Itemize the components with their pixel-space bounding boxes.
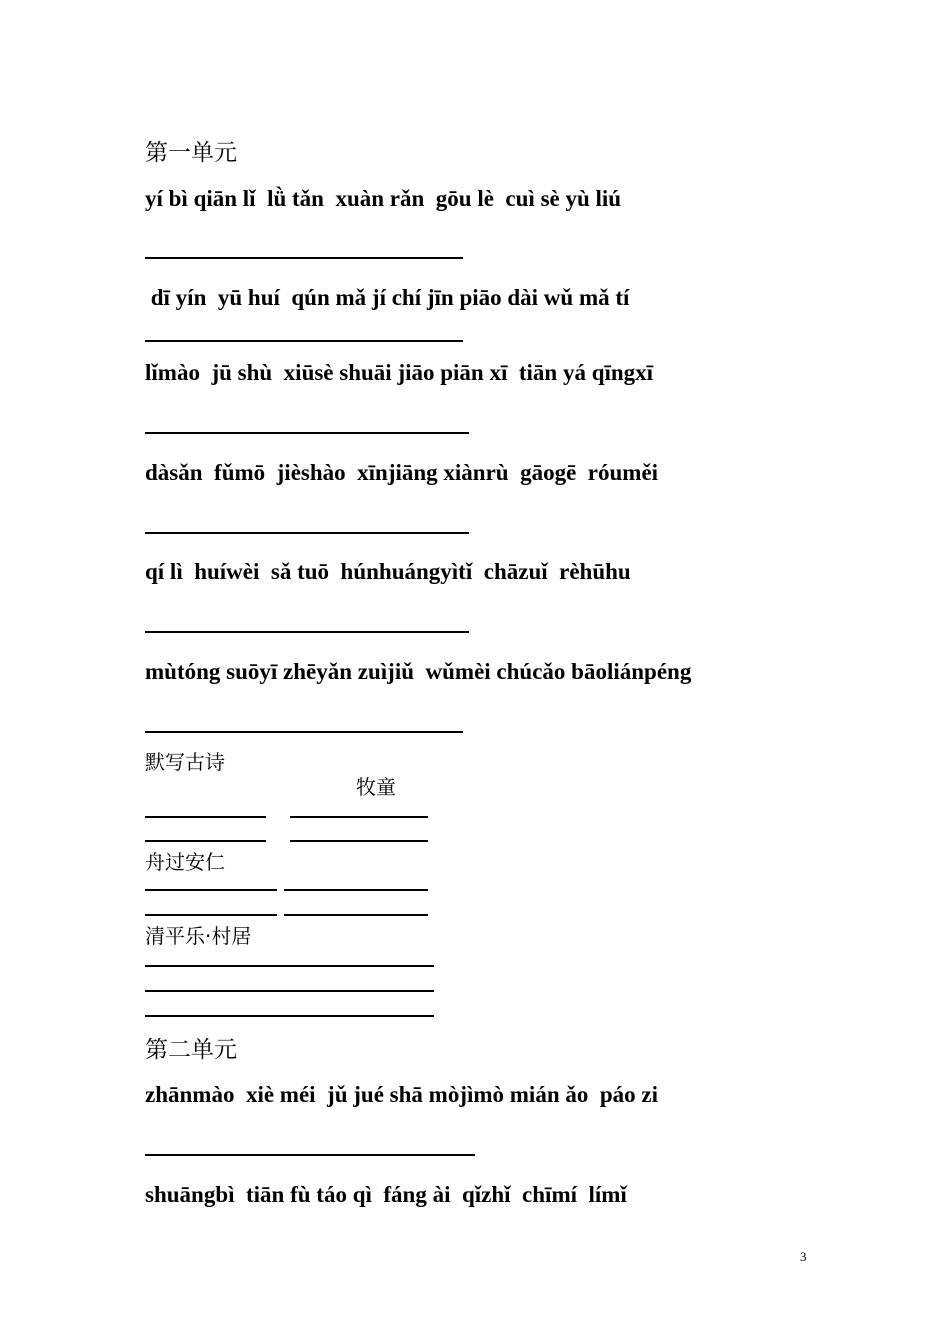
poem-answer-line[interactable] — [145, 889, 277, 891]
poem-answer-line[interactable] — [290, 840, 428, 842]
pinyin-line: mùtóng suōyī zhēyǎn zuìjiǔ wǔmèi chúcǎo bāoliánpéng — [145, 659, 692, 684]
pinyin-line: yí bì qiān lǐ lǜ tǎn xuàn rǎn gōu lè cuì sè yù liú — [145, 186, 622, 211]
poem1-title: 牧童 — [356, 775, 396, 799]
pinyin-line: dàsǎn fǔmō jièshào xīnjiāng xiànrù gāogē róuměi — [145, 460, 659, 485]
poem-answer-line[interactable] — [145, 914, 277, 916]
answer-line[interactable] — [145, 731, 463, 733]
poem-answer-line[interactable] — [145, 816, 266, 818]
pinyin-line: lǐmào jū shù xiūsè shuāi jiāo piān xī tiān yá qīngxī — [145, 360, 654, 385]
pinyin-line: dī yín yū huí qún mǎ jí chí jīn piāo dài wǔ mǎ tí — [145, 285, 630, 310]
poem-answer-line[interactable] — [145, 990, 434, 992]
poem2-title: 舟过安仁 — [145, 850, 225, 874]
unit1-heading: 第一单元 — [145, 140, 237, 166]
unit2-heading: 第二单元 — [145, 1037, 237, 1063]
answer-line[interactable] — [145, 1154, 475, 1156]
answer-line[interactable] — [145, 631, 469, 633]
poem-answer-line[interactable] — [145, 965, 434, 967]
answer-line[interactable] — [145, 257, 463, 259]
answer-line[interactable] — [145, 340, 463, 342]
poem-answer-line[interactable] — [145, 840, 266, 842]
pinyin-line: zhānmào xiè méi jǔ jué shā mòjìmò mián ǎo páo zi — [145, 1082, 659, 1107]
pinyin-line: shuāngbì tiān fù táo qì fáng ài qǐzhǐ chīmí límǐ — [145, 1182, 627, 1207]
answer-line[interactable] — [145, 432, 469, 434]
poem-answer-line[interactable] — [145, 1015, 434, 1017]
poem-answer-line[interactable] — [284, 889, 428, 891]
pinyin-line: qí lì huíwèi sǎ tuō húnhuángyìtǐ chāzuǐ rèhūhu — [145, 559, 631, 584]
page-number: 3 — [800, 1249, 807, 1264]
poem-answer-line[interactable] — [284, 914, 428, 916]
poem-answer-line[interactable] — [290, 816, 428, 818]
answer-line[interactable] — [145, 532, 469, 534]
poems-section-label: 默写古诗 — [145, 750, 225, 774]
poem3-title: 清平乐·村居 — [145, 924, 252, 948]
